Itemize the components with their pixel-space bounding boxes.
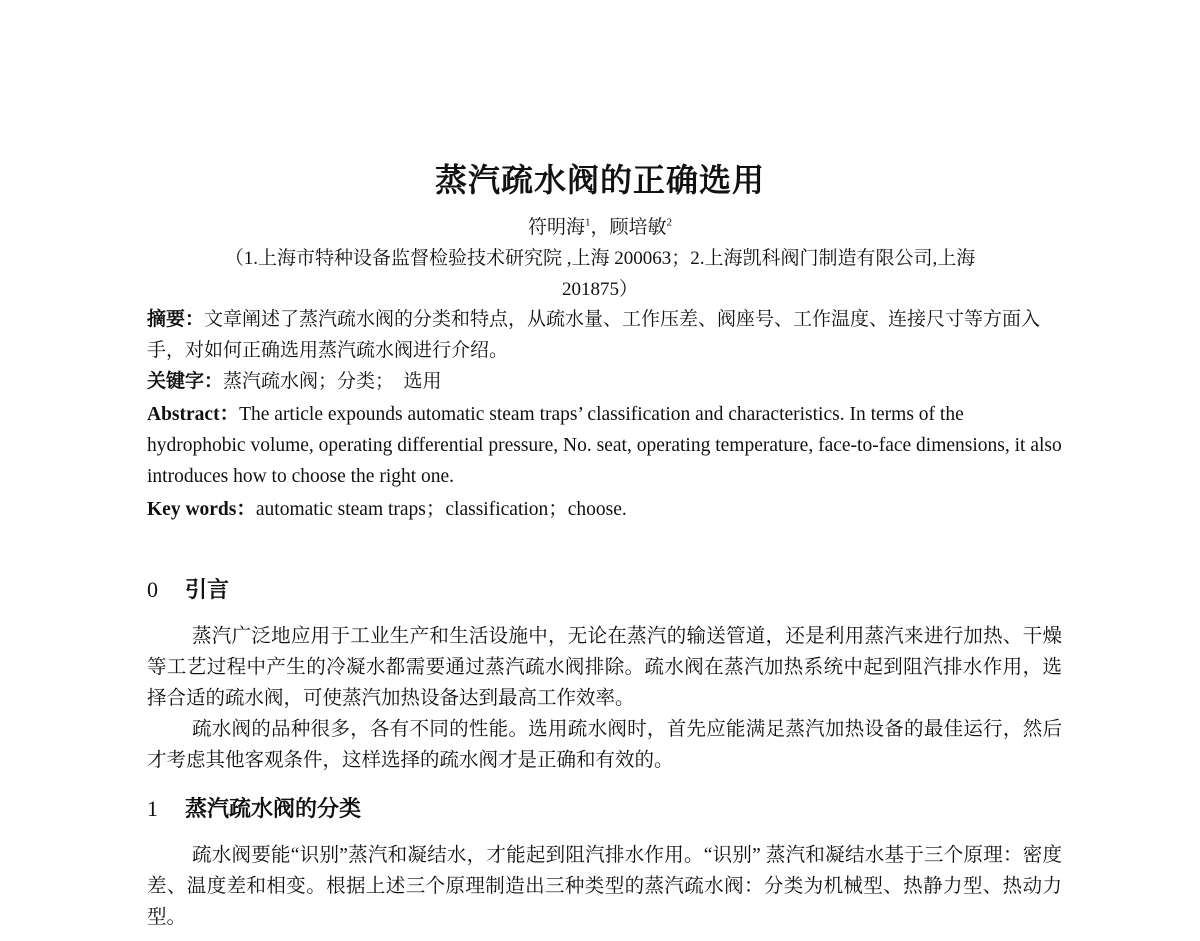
keywords-label: 关键字：: [147, 371, 224, 392]
keywords-label: Key words：: [147, 499, 256, 520]
section-title: 引言: [185, 578, 230, 603]
affiliations: [160, 243, 1040, 305]
abstract-text: The article expounds automatic steam traps’ classification and characteristics. In terms of the hydrophobic volume, operating differential pressure, No. seat, operating temperature, face-to-face dimensions, it also introduces how to choose the right one.: [147, 404, 1062, 487]
section-number: 1: [147, 796, 158, 821]
abstract-label: Abstract：: [147, 404, 240, 425]
author-name: 顾培敏: [609, 217, 667, 238]
keywords-text: automatic steam traps；classification；choose.: [255, 499, 627, 520]
abstract-chinese: [147, 304, 1062, 366]
keywords-chinese: [147, 366, 1062, 397]
keywords-text: 蒸汽疏水阀；分类； 选用: [223, 371, 442, 392]
paragraph: 疏水阀的品种很多，各有不同的性能。选用疏水阀时，首先应能满足蒸汽加热设备的最佳运行，然后才考虑其他客观条件，这样选择的疏水阀才是正确和有效的。: [147, 719, 1062, 771]
affiliation-marker: 2: [666, 216, 673, 229]
abstract-english: [147, 399, 1062, 492]
author-separator: ，: [590, 217, 610, 238]
abstract-text: 文章阐述了蒸汽疏水阀的分类和特点，从疏水量、工作压差、阀座号、工作温度、连接尺寸等方面入手，对如何正确选用蒸汽疏水阀进行介绍。: [147, 309, 1041, 361]
keywords-english: [147, 494, 1062, 525]
paragraph: 疏水阀要能“识别”蒸汽和凝结水，才能起到阻汽排水作用。“识别” 蒸汽和凝结水基于三个原理：密度差、温度差和相变。根据上述三个原理制造出三种类型的蒸汽疏水阀：分类为机械型、热静力型、热动力型。: [147, 845, 1062, 928]
section-number: 0: [147, 577, 158, 602]
affiliation-marker: 1: [584, 216, 591, 229]
abstract-label: 摘要：: [147, 309, 205, 330]
section-heading: [147, 792, 361, 823]
section-heading: [147, 573, 229, 604]
affiliation-line: （1.上海市特种设备监督检验技术研究院 ,上海 200063；2.上海凯科阀门制造有限公司,上海: [224, 248, 976, 269]
section-title: 蒸汽疏水阀的分类: [185, 797, 362, 822]
affiliation-line: 201875）: [561, 279, 638, 300]
paper-title: 蒸汽疏水阀的正确选用: [434, 161, 765, 199]
author-line: [0, 212, 1200, 239]
paragraph: 蒸汽广泛地应用于工业生产和生活设施中，无论在蒸汽的输送管道，还是利用蒸汽来进行加热、干燥等工艺过程中产生的冷凝水都需要通过蒸汽疏水阀排除。疏水阀在蒸汽加热系统中起到阻汽排水作用，选择合适的疏水阀，可使蒸汽加热设备达到最高工作效率。: [147, 626, 1062, 709]
author-name: 符明海: [527, 217, 585, 238]
